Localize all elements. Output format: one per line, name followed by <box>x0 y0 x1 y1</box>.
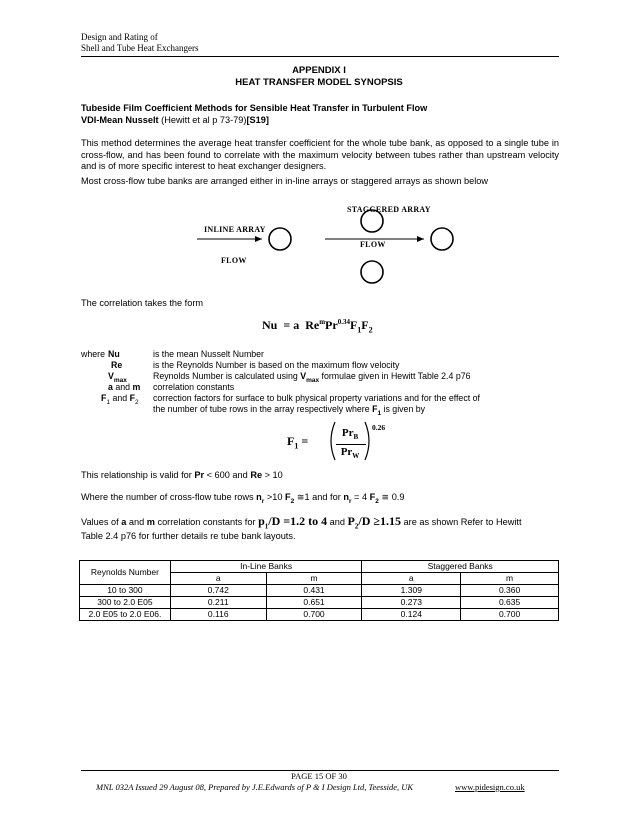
method-ref: (Hewitt et al p 73-79) <box>158 115 247 125</box>
cell: 0.273 <box>362 597 461 609</box>
header-line-1: Design and Rating of <box>81 32 158 42</box>
sub-staggered-m: m <box>461 573 559 585</box>
eq1-lhs: Nu <box>262 318 278 332</box>
cell: 300 to 2.0 E05 <box>80 597 171 609</box>
cell: 0.116 <box>170 609 266 621</box>
cell: 0.360 <box>461 585 559 597</box>
cell: 0.431 <box>266 585 362 597</box>
def-desc-f1-f2-line2: the number of tube rows in the array respectively where $F_1$ is given by <box>153 404 426 417</box>
appendix-subtitle: HEAT TRANSFER MODEL SYNOPSIS <box>235 77 403 88</box>
def-sym-re: Re <box>111 360 123 370</box>
page-number: PAGE 15 OF 30 <box>291 771 347 781</box>
cell: 10 to 300 <box>80 585 171 597</box>
eq1-f1: F <box>349 318 358 332</box>
inline-flow-label: FLOW <box>221 256 247 265</box>
tube-array-diagram <box>0 195 638 295</box>
cell: 0.124 <box>362 609 461 621</box>
cell: 0.211 <box>170 597 266 609</box>
eq1-f2: F <box>361 318 369 332</box>
def-desc-re: is the Reynolds Number is based on the maximum flow velocity <box>153 360 400 370</box>
f1-denominator: $Pr_W$ <box>340 446 360 461</box>
values-text: Values of a and m correlation constants for $p_1/D =1.2$ to 4 and $P_2/D \ge 1.15$ are as shown Refer to Hewitt <box>81 514 522 531</box>
def-sym-nu: Nu <box>108 349 120 359</box>
inline-tube <box>269 228 291 250</box>
cell: 0.742 <box>170 585 266 597</box>
def-desc-nu: is the mean Nusselt Number <box>153 349 264 359</box>
col-reynolds: Reynolds Number <box>80 561 171 585</box>
cell: 2.0 E05 to 2.0 E06. <box>80 609 171 621</box>
table-row <box>80 585 559 597</box>
header-rule <box>81 56 559 57</box>
def-sym-vmax: $V_{max}$ <box>108 371 127 384</box>
constants-table <box>79 560 559 621</box>
table-header-row <box>80 561 559 573</box>
def-sym-a-m: a and m <box>108 382 141 392</box>
eq1-a: a <box>293 318 300 332</box>
method-code: [S19] <box>246 115 269 125</box>
tube-rows-text: Where the number of cross-flow tube rows $n_r >10$ $F_2$ ≅1 and for $n_r = 4$ $F_2$ ≅ 0.9 <box>81 492 405 505</box>
sub-inline-a: a <box>170 573 266 585</box>
staggered-tube-bottom <box>361 261 383 283</box>
table-row <box>80 609 559 621</box>
def-desc-f1-f2-line1: correction factors for surface to bulk physical property variations and for the effect of <box>153 393 480 403</box>
section-heading: Tubeside Film Coefficient Methods for Sensible Heat Transfer in Turbulent Flow <box>81 103 428 113</box>
table-row <box>80 597 559 609</box>
group-staggered: Staggered Banks <box>362 561 559 573</box>
f1-numerator: $Pr_B$ <box>341 427 359 442</box>
header-line-2: Shell and Tube Heat Exchangers <box>81 43 199 53</box>
where-label: where <box>81 349 105 359</box>
staggered-flow-label: FLOW <box>360 240 386 249</box>
correlation-intro: The correlation takes the form <box>81 298 204 308</box>
cell: 0.700 <box>266 609 362 621</box>
footer-credit: MNL 032A Issued 29 August 08, Prepared by J.E.Edwards of P & I Design Ltd, Teesside, UK <box>96 782 414 792</box>
eq1-re-exp: m <box>319 318 326 326</box>
def-desc-vmax: Reynolds Number is calculated using $V_{max}$ formulae given in Hewitt Table 2.4 p76 <box>153 371 471 384</box>
staggered-tube-middle <box>431 228 453 250</box>
eq1-equals: = <box>283 318 291 332</box>
cell: 0.635 <box>461 597 559 609</box>
eq1-re: Re <box>305 318 320 332</box>
paragraph-2: Most cross-flow tube banks are arranged either in in-line arrays or staggered arrays as shown below <box>81 176 488 186</box>
def-desc-a-m: correlation constants <box>153 382 235 392</box>
validity-text: This relationship is valid for Pr < 600 and Re > 10 <box>81 470 283 480</box>
eq1-f2-sub: 2 <box>368 325 373 335</box>
group-inline: In-Line Banks <box>170 561 362 573</box>
eq1-f1-sub: 1 <box>357 325 362 335</box>
cell: 0.651 <box>266 597 362 609</box>
inline-array-label: INLINE ARRAY <box>204 225 266 234</box>
sub-inline-m: m <box>266 573 362 585</box>
cell: 0.700 <box>461 609 559 621</box>
sub-staggered-a: a <box>362 573 461 585</box>
paragraph-1: This method determines the average heat transfer coefficient for the whole tube bank, as opposed to a single tube in cross-flow, and has been found to correlate with the maximum velocity between tubes rather than upstream velocity and is of more specific interest to heat exchanger designers. <box>81 138 559 171</box>
method-line <box>81 115 559 127</box>
def-sym-f1-f2: $F_1$ and $F_2$ <box>101 393 139 406</box>
footer-url-link[interactable]: www.pidesign.co.uk <box>455 782 525 792</box>
method-name: VDI-Mean Nusselt <box>81 115 159 125</box>
values-text-line2: Table 2.4 p76 for further details re tube bank layouts. <box>81 531 296 541</box>
eq1-pr: Pr <box>325 318 338 332</box>
f1-exponent: 0.26 <box>372 423 386 432</box>
staggered-array-label: STAGGERED ARRAY <box>347 205 431 214</box>
running-header <box>81 32 198 54</box>
nusselt-equation <box>262 318 373 334</box>
cell: 1.309 <box>362 585 461 597</box>
f1-equation-lhs: $F_1$ = <box>287 434 309 451</box>
eq1-pr-exp: 0.34 <box>337 318 350 326</box>
appendix-title: APPENDIX I <box>292 65 346 76</box>
